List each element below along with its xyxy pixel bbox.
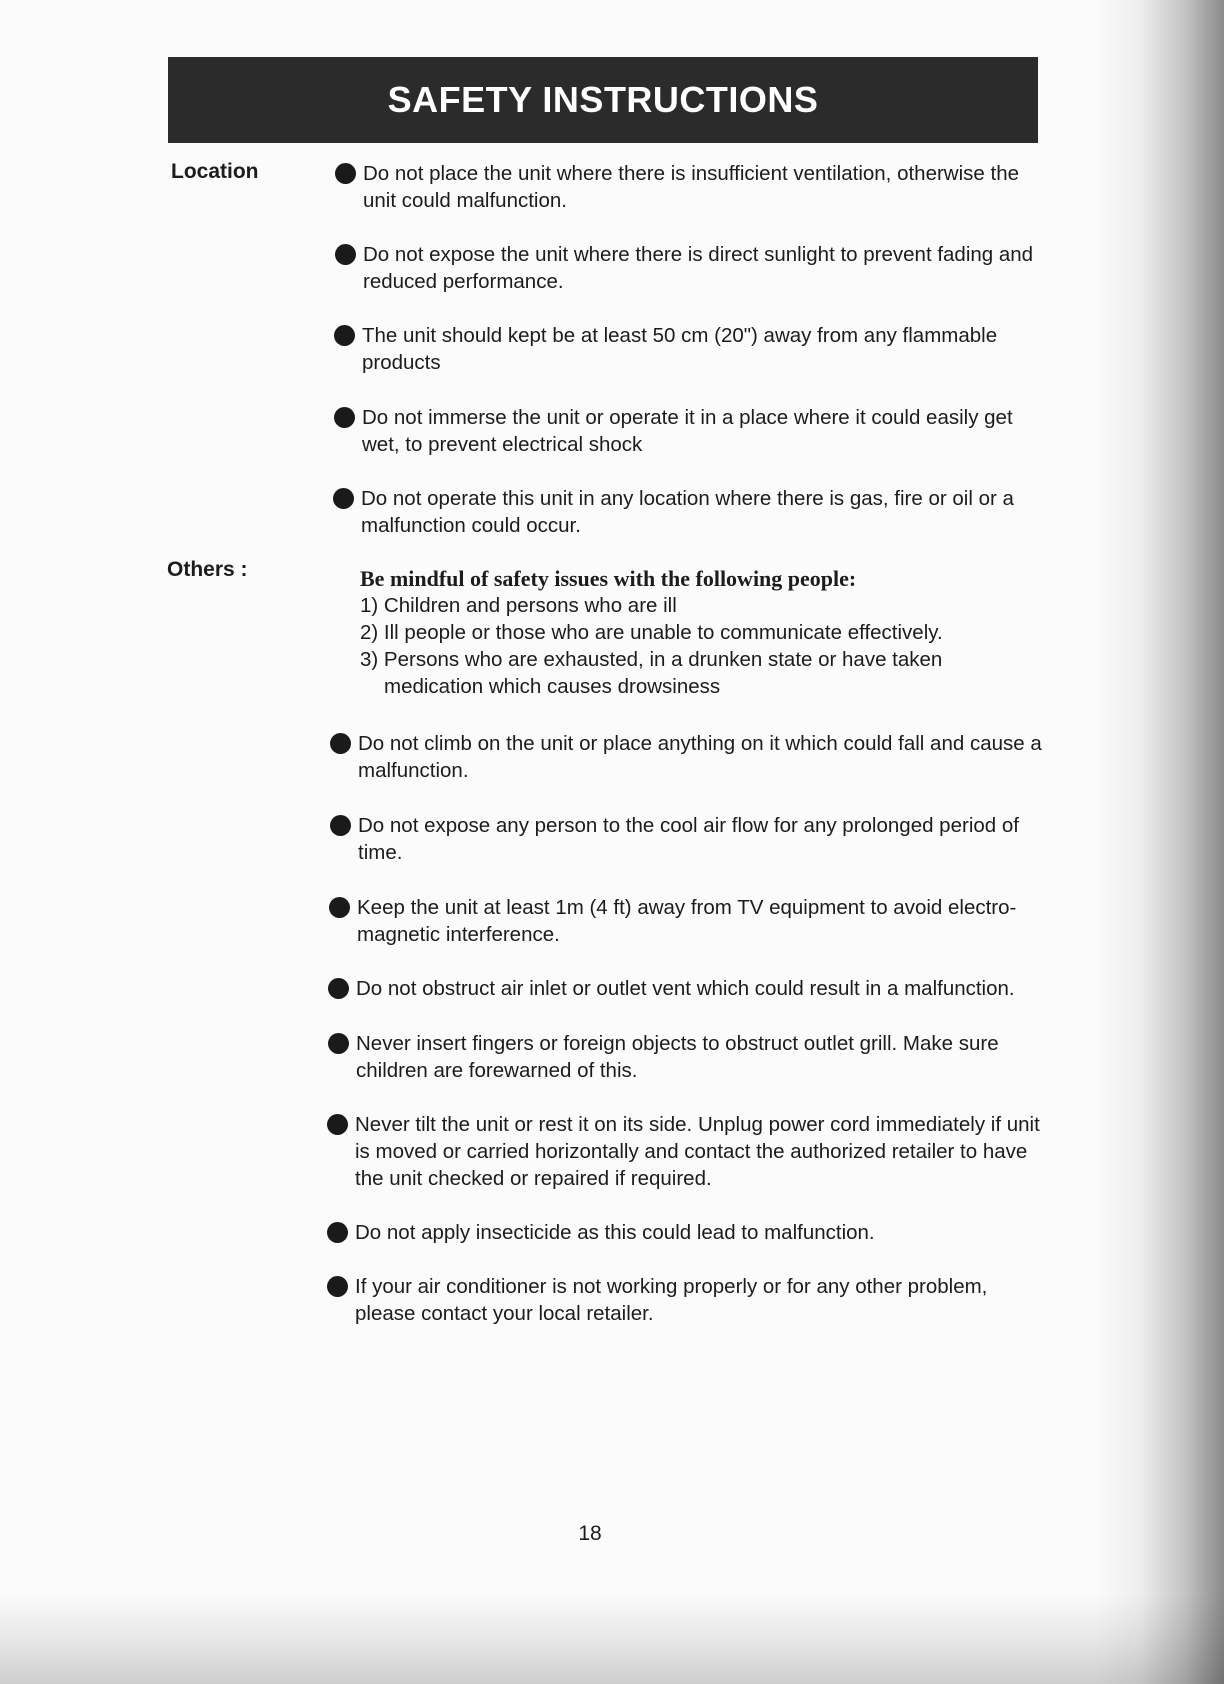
people-item: 2) Ill people or those who are unable to communicate effectively. <box>360 621 943 644</box>
list-item <box>358 812 1048 866</box>
bullet-icon <box>327 1114 348 1135</box>
bullet-icon <box>328 978 349 999</box>
mindful-heading: Be mindful of safety issues with the following people: <box>360 566 857 591</box>
bullet-icon <box>335 244 356 265</box>
list-item-text: Do not immerse the unit or operate it in a place where it could easily get wet, to prevent electrical shock <box>362 406 1013 456</box>
bullet-icon <box>330 733 351 754</box>
list-item-text: Never insert fingers or foreign objects to obstruct outlet grill. Make sure children are forewarned of this. <box>356 1032 999 1082</box>
page-number: 18 <box>578 1522 602 1545</box>
list-item <box>358 730 1048 784</box>
list-item <box>355 1273 1045 1327</box>
list-item <box>356 1030 1046 1084</box>
list-item <box>363 160 1053 214</box>
list-item-text: Do not place the unit where there is insufficient ventilation, otherwise the unit could malfunction. <box>363 162 1019 212</box>
list-item <box>362 322 1052 376</box>
section-label-others: Others : <box>167 558 248 581</box>
bullet-icon <box>328 1033 349 1054</box>
page-title: SAFETY INSTRUCTIONS <box>387 79 819 120</box>
list-item <box>355 1111 1045 1192</box>
list-item-text: Do not expose the unit where there is direct sunlight to prevent fading and reduced performance. <box>363 243 1034 293</box>
list-item <box>355 1219 1045 1246</box>
list-item-text: If your air conditioner is not working properly or for any other problem, please contact your local retailer. <box>355 1275 988 1325</box>
list-item-text: Do not climb on the unit or place anything on it which could fall and cause a malfunction. <box>358 732 1042 782</box>
bullet-icon <box>329 897 350 918</box>
section-label-location: Location <box>171 160 259 183</box>
list-item <box>357 894 1047 948</box>
people-item: 3) Persons who are exhausted, in a drunken state or have taken medication which causes drowsiness <box>360 648 943 698</box>
list-item-text: Never tilt the unit or rest it on its side. Unplug power cord immediately if unit is moved or carried horizontally and contact the authorized retailer to have the unit checked or repaired if required. <box>355 1113 1040 1190</box>
list-item <box>361 485 1051 539</box>
list-item-text: Keep the unit at least 1m (4 ft) away from TV equipment to avoid electro-magnetic interference. <box>357 896 1017 946</box>
bullet-icon <box>334 325 355 346</box>
bullet-icon <box>335 163 356 184</box>
list-item-text: Do not operate this unit in any location where there is gas, fire or oil or a malfunction could occur. <box>361 487 1014 537</box>
page-edge-shadow <box>1094 0 1224 1684</box>
list-item-text: Do not obstruct air inlet or outlet vent which could result in a malfunction. <box>356 977 1015 1000</box>
bullet-icon <box>330 815 351 836</box>
list-item-text: Do not expose any person to the cool air flow for any prolonged period of time. <box>358 814 1019 864</box>
list-item-text: The unit should kept be at least 50 cm (20") away from any flammable products <box>362 324 998 374</box>
bullet-icon <box>327 1276 348 1297</box>
bullet-icon <box>327 1222 348 1243</box>
bullet-icon <box>334 407 355 428</box>
list-item <box>356 975 1046 1002</box>
people-item: 1) Children and persons who are ill <box>360 594 677 617</box>
page-bottom-shadow <box>0 1594 1224 1684</box>
list-item <box>362 404 1052 458</box>
bullet-icon <box>333 488 354 509</box>
mindful-people-block <box>360 565 1000 700</box>
list-item <box>363 241 1053 295</box>
header-bar <box>168 57 1038 143</box>
list-item-text: Do not apply insecticide as this could lead to malfunction. <box>355 1221 875 1244</box>
